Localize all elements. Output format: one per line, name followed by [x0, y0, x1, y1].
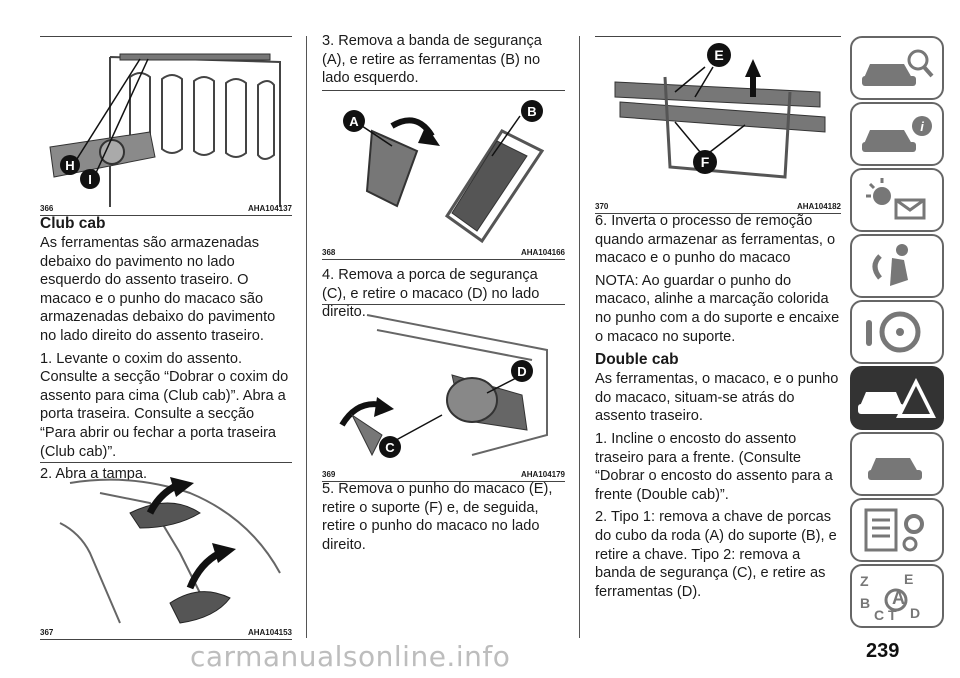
svg-text:D: D [910, 605, 921, 621]
paragraph: 6. Inverta o processo de remoção quando armazenar as ferramentas, o macaco e o punho do macaco [595, 213, 836, 267]
step-3-text [322, 32, 565, 92]
tab-car-maintenance[interactable] [850, 432, 944, 496]
figure-caption [595, 202, 841, 211]
tab-specs[interactable] [850, 498, 944, 562]
figure-caption [40, 204, 292, 213]
figure-caption [40, 628, 292, 637]
svg-text:B: B [860, 595, 871, 611]
heading-club-cab: Club cab [40, 215, 106, 232]
figure-370-illustration [595, 37, 841, 213]
step-5-text [322, 480, 565, 558]
figure-code: AHA104153 [247, 628, 292, 637]
tab-car-emergency[interactable] [850, 366, 944, 430]
svg-text:A: A [892, 588, 905, 608]
figure-code: AHA104179 [520, 470, 565, 479]
figure-368-illustration [322, 91, 565, 259]
figure-367 [40, 462, 292, 640]
figure-code: AHA104182 [796, 202, 841, 211]
figure-369-illustration [322, 305, 565, 481]
paragraph: 3. Remova a banda de segurança (A), e retire as ferramentas (B) no lado esquerdo. [322, 33, 542, 87]
callout-c: C [385, 440, 395, 455]
callout-i: I [88, 172, 92, 187]
airbag-seat-icon [852, 236, 942, 296]
figure-caption [322, 248, 565, 257]
paragraph: 2. Abra a tampa. [40, 466, 148, 483]
heading-double-cab: Double cab [595, 351, 679, 369]
svg-text:E: E [904, 571, 914, 587]
figure-366 [40, 36, 292, 216]
callout-d: D [517, 364, 527, 379]
figure-number: 366 [40, 204, 54, 213]
column-3-text [595, 212, 841, 605]
page-number: 239 [866, 640, 900, 662]
figure-366-illustration [40, 37, 292, 215]
paragraph: 4. Remova a porca de segurança (C), e retire o macaco (D) no lado direito. [322, 267, 540, 321]
steering-key-icon [852, 302, 942, 362]
paragraph: 2. Tipo 1: remova a chave de porcas do cubo da roda (A) do suporte (B), e retire a chave. Tipo 2: remova a banda de segurança (C), e retire as ferramentas (D). [595, 509, 837, 600]
warning-lights-icon [852, 170, 942, 230]
car-maintenance-icon [852, 434, 942, 494]
car-info-icon [852, 104, 942, 164]
column-divider [306, 36, 307, 638]
watermark: carmanualsonline.info [190, 640, 511, 673]
tab-steering-key[interactable] [850, 300, 944, 364]
figure-368 [322, 90, 565, 260]
figure-number: 368 [322, 248, 336, 257]
callout-a: A [349, 114, 359, 129]
callout-e: E [714, 47, 724, 63]
paragraph: 1. Incline o encosto do assento traseiro para a frente. (Consulte “Dobrar o encosto do assento para a frente (Double cab)”. [595, 430, 833, 503]
specs-gear-icon [852, 500, 942, 560]
svg-text:i: i [920, 119, 924, 134]
figure-number: 367 [40, 628, 54, 637]
tab-warning-lights[interactable] [850, 168, 944, 232]
car-emergency-icon [852, 368, 942, 428]
figure-367-illustration [40, 463, 292, 639]
figure-code: AHA104137 [247, 204, 292, 213]
tab-index[interactable] [850, 564, 944, 628]
paragraph: 1. Levante o coxim do assento. Consulte a secção “Dobrar o coxim do assento para cima (Club cab)”. Abra a porta traseira. Consulte a secção “Para abrir ou fechar a porta traseira (Club cab)”. [40, 350, 289, 460]
paragraph: As ferramentas, o macaco, e o punho do macaco, situam-se atrás do assento traseiro. [595, 371, 839, 425]
tab-car-search[interactable] [850, 36, 944, 100]
figure-caption [322, 470, 565, 479]
svg-text:Z: Z [860, 573, 869, 589]
callout-b: B [527, 104, 537, 119]
figure-code: AHA104166 [520, 248, 565, 257]
callout-f: F [700, 154, 710, 170]
callout-h: H [65, 158, 75, 173]
figure-369 [322, 304, 565, 482]
index-az-icon [852, 566, 942, 626]
figure-370 [595, 36, 841, 214]
car-search-icon [852, 38, 942, 98]
figure-number: 369 [322, 470, 336, 479]
column-divider [579, 36, 580, 638]
figure-number: 370 [595, 202, 609, 211]
svg-text:T: T [888, 607, 897, 623]
note-paragraph: NOTA: Ao guardar o punho do macaco, alinhe a marcação colorida no punho com a do suporte e encaixe o macaco no suporte. [595, 272, 840, 345]
tab-car-info[interactable] [850, 102, 944, 166]
tab-airbag-seat[interactable] [850, 234, 944, 298]
club-cab-text [40, 214, 292, 488]
paragraph: 5. Remova o punho do macaco (E), retire o suporte (F) e, de seguida, retire o punho do macaco no lado direito. [322, 481, 553, 553]
svg-text:C: C [874, 607, 885, 623]
paragraph: As ferramentas são armazenadas debaixo do pavimento no lado esquerdo do assento traseiro. O macaco e o punho do macaco são armazenadas debaixo do pavimento no lado direito do assento traseiro. [40, 235, 276, 344]
